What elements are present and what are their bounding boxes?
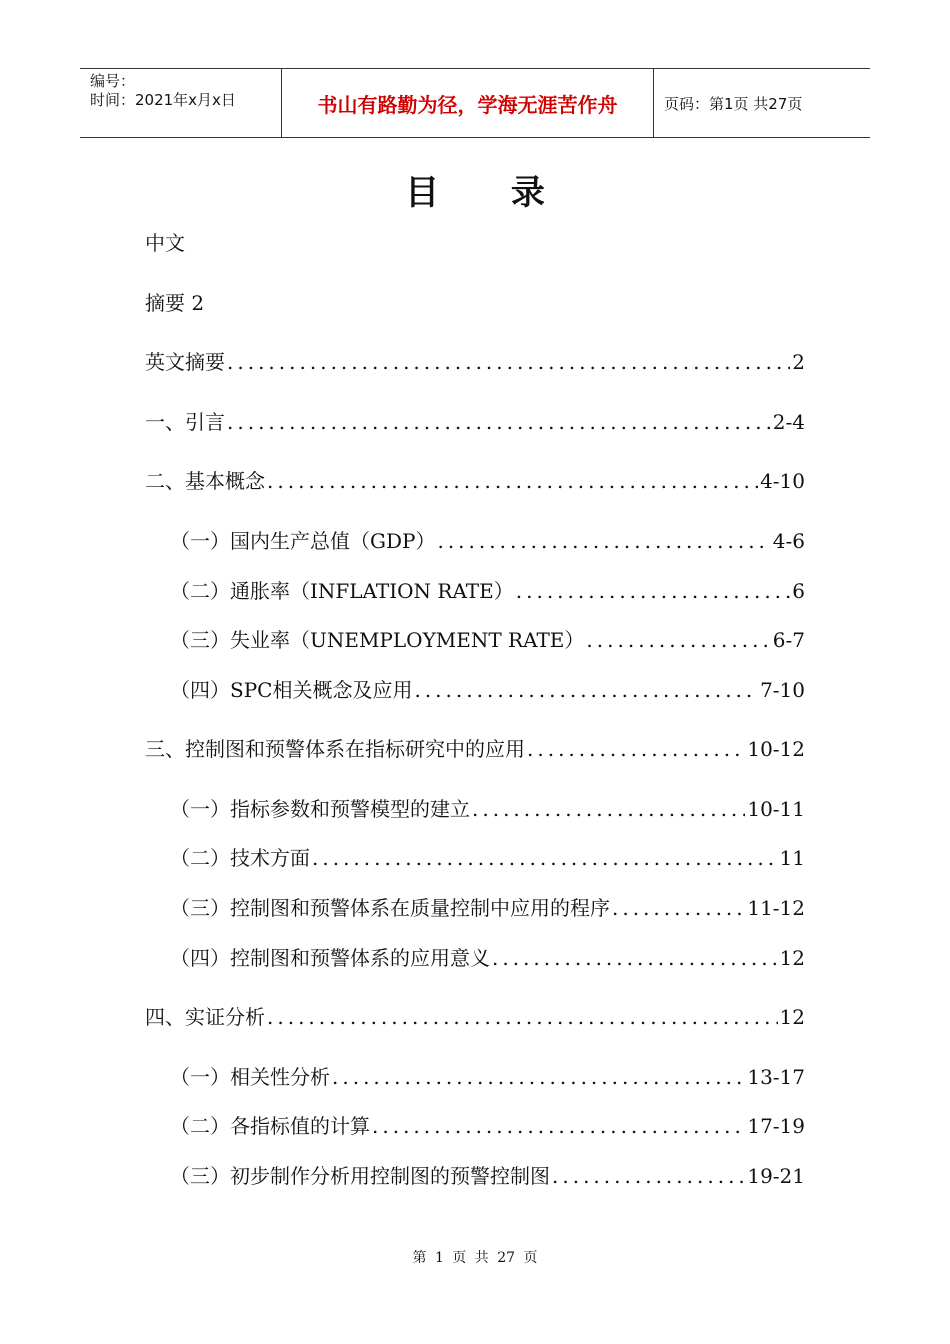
toc-entry: [170, 1062, 805, 1092]
dot-leader: [492, 943, 778, 973]
document-header: [80, 68, 870, 138]
toc-entry: [170, 576, 805, 606]
toc-label: 英文摘要: [145, 350, 225, 374]
toc-label: 中文: [145, 231, 185, 255]
toc-entry: [170, 1161, 805, 1191]
toc-entry: [170, 625, 805, 655]
toc-page: 2: [792, 350, 805, 374]
dot-leader: [267, 1002, 778, 1032]
toc-label: 三、控制图和预警体系在指标研究中的应用: [145, 737, 525, 761]
dot-leader: [267, 466, 758, 496]
toc-label: 一、引言: [145, 410, 225, 434]
number-label: 编号：: [90, 72, 136, 90]
dot-leader: [472, 794, 745, 824]
dot-leader: [552, 1161, 745, 1191]
toc-page: 10-11: [747, 797, 805, 821]
toc-page: 17-19: [747, 1114, 805, 1138]
toc-page: 12: [779, 946, 805, 970]
toc-label: 通胀率（INFLATION RATE）: [230, 579, 514, 603]
toc-page: 2-4: [772, 410, 805, 434]
toc-prefix: （三）: [170, 628, 230, 652]
dot-leader: [612, 893, 745, 923]
toc-page: 6: [792, 579, 805, 603]
toc-label: （三）控制图和预警体系在质量控制中应用的程序: [170, 896, 610, 920]
toc-entry: [145, 288, 204, 318]
toc-page: 4-6: [772, 529, 805, 553]
toc-prefix: （二）: [170, 579, 230, 603]
toc-label: （二）技术方面: [170, 846, 310, 870]
toc-label: 相关性分析: [230, 1065, 330, 1089]
toc-label: 四、实证分析: [145, 1005, 265, 1029]
toc-entry: [170, 843, 805, 873]
toc-label: 二、基本概念: [145, 469, 265, 493]
toc-label: 初步制作分析用控制图的预警控制图: [230, 1164, 550, 1188]
dot-leader: [312, 843, 778, 873]
toc-label: （四）控制图和预警体系的应用意义: [170, 946, 490, 970]
toc-page: 10-12: [747, 737, 805, 761]
toc-entry: [145, 407, 805, 437]
toc-page: 11-12: [747, 896, 805, 920]
toc-entry: [145, 228, 185, 258]
toc-entry: [145, 466, 805, 496]
toc-label: 国内生产总值（GDP）: [230, 529, 436, 553]
toc-label: 各指标值的计算: [230, 1114, 370, 1138]
toc-page: 11: [779, 846, 805, 870]
toc-entry: [145, 1002, 805, 1032]
toc-page: 7-10: [760, 678, 805, 702]
toc-label: SPC相关概念及应用: [230, 678, 413, 702]
toc-entry: [170, 526, 805, 556]
header-motto: 书山有路勤为径，学海无涯苦作舟: [282, 69, 654, 137]
dot-leader: [227, 407, 771, 437]
toc-entry: [170, 893, 805, 923]
dot-leader: [586, 625, 770, 655]
toc-entry: [170, 675, 805, 705]
toc-entry: [145, 347, 805, 377]
toc-entry: [145, 734, 805, 764]
header-page-info: 页码：第1页 共27页: [664, 94, 803, 113]
toc-page: 6-7: [772, 628, 805, 652]
page-footer: 第 1 页 共 27 页: [412, 1250, 538, 1266]
toc-label: 失业率（UNEMPLOYMENT RATE）: [230, 628, 585, 652]
toc-page: 4-10: [760, 469, 805, 493]
toc-prefix: （一）: [170, 529, 230, 553]
toc-prefix: （四）: [170, 678, 230, 702]
date-label: 时间：2021年x月x日: [90, 91, 236, 109]
dot-leader: [414, 675, 758, 705]
toc-label: （一）指标参数和预警模型的建立: [170, 797, 470, 821]
dot-leader: [227, 347, 790, 377]
toc-label: 摘要 2: [145, 291, 205, 315]
toc-prefix: （一）: [170, 1065, 230, 1089]
dot-leader: [516, 576, 791, 606]
toc-entry: [170, 794, 805, 824]
dot-leader: [372, 1111, 745, 1141]
dot-leader: [332, 1062, 745, 1092]
toc-entry: [170, 1111, 805, 1141]
toc-page: 12: [779, 1005, 805, 1029]
dot-leader: [527, 734, 745, 764]
toc-page: 13-17: [747, 1065, 805, 1089]
toc-page: 19-21: [747, 1164, 805, 1188]
toc-prefix: （三）: [170, 1164, 230, 1188]
dot-leader: [437, 526, 770, 556]
header-meta: [80, 69, 282, 137]
toc-prefix: （二）: [170, 1114, 230, 1138]
page-title: 目 录: [405, 173, 575, 213]
toc-entry: [170, 943, 805, 973]
